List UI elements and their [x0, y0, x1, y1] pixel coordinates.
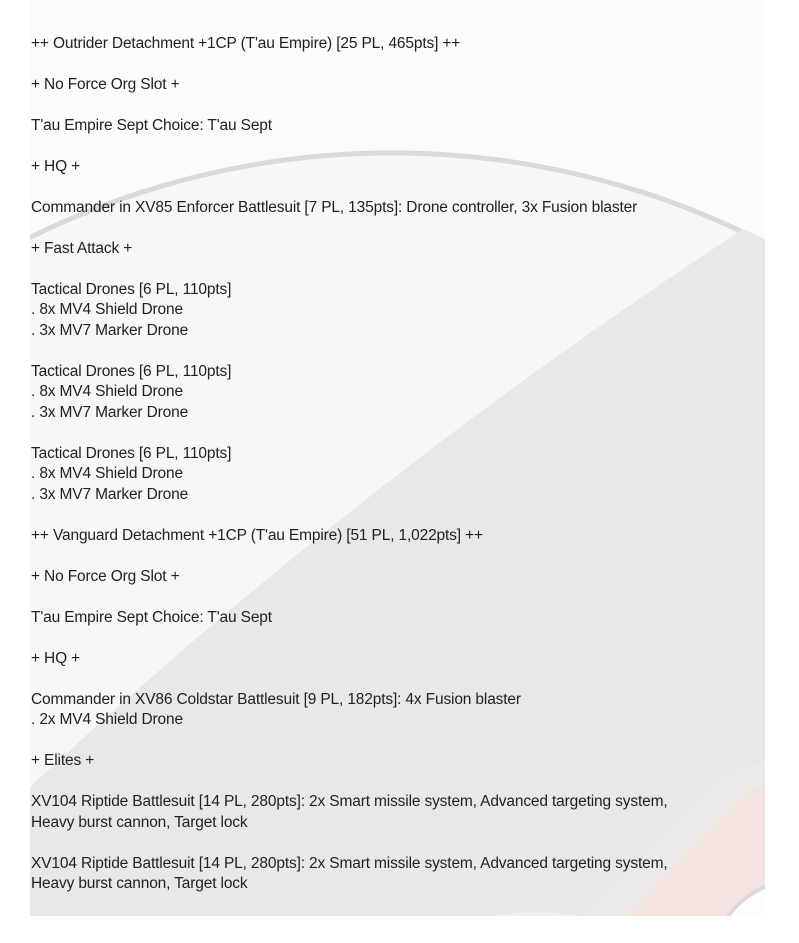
army-list-line: . 3x MV7 Marker Drone: [31, 485, 189, 503]
army-list-paragraph: [31, 362, 769, 424]
army-list-paragraph: [31, 690, 769, 731]
army-list-paragraph: [31, 75, 769, 96]
army-list-line: T'au Empire Sept Choice: T'au Sept: [31, 608, 272, 626]
army-list-line: + Elites +: [31, 752, 95, 769]
army-list-line: Heavy burst cannon, Target lock: [31, 813, 248, 831]
army-list-line: . 8x MV4 Shield Drone: [31, 301, 183, 318]
army-list-line: + HQ +: [31, 157, 81, 175]
army-list-line: XV104 Riptide Battlesuit [14 PL, 280pts]: 2x Smart missile system, Advanced targeting system,: [31, 793, 668, 810]
army-list-paragraph: [31, 198, 769, 219]
army-list-line: . 8x MV4 Shield Drone: [31, 465, 183, 482]
army-list-paragraph: [31, 751, 769, 772]
army-list-paragraph: [31, 280, 769, 342]
army-list-paragraph: [31, 157, 769, 178]
army-list-line: XV104 Riptide Battlesuit [14 PL, 280pts]: 2x Smart missile system, Advanced targeting system,: [31, 854, 668, 872]
army-list-line: + HQ +: [31, 649, 81, 667]
army-list-paragraph: [31, 34, 769, 55]
army-list-line: Tactical Drones [6 PL, 110pts]: [31, 280, 232, 298]
army-list-paragraph: [31, 567, 769, 588]
army-list-line: Commander in XV86 Coldstar Battlesuit [9 PL, 182pts]: 4x Fusion blaster: [31, 690, 521, 708]
army-list-line: T'au Empire Sept Choice: T'au Sept: [31, 116, 272, 134]
army-list-paragraph: [31, 608, 769, 629]
army-list-paragraph: [31, 116, 769, 137]
army-list-paragraph: [31, 526, 769, 547]
army-list-line: ++ Vanguard Detachment +1CP (T'au Empire) [51 PL, 1,022pts] ++: [31, 526, 483, 544]
army-list-line: . 3x MV7 Marker Drone: [31, 321, 189, 339]
army-list-line: Tactical Drones [6 PL, 110pts]: [31, 362, 232, 380]
army-list-paragraph: [31, 792, 769, 833]
army-list-line: Tactical Drones [6 PL, 110pts]: [31, 444, 232, 462]
army-list-line: ++ Outrider Detachment +1CP (T'au Empire) [25 PL, 465pts] ++: [31, 34, 461, 52]
army-list-line: Heavy burst cannon, Target lock: [31, 875, 248, 892]
army-list-line: . 3x MV7 Marker Drone: [31, 403, 189, 421]
army-list-line: + Fast Attack +: [31, 239, 133, 257]
army-list-line: + No Force Org Slot +: [31, 75, 180, 93]
army-list-line: Commander in XV85 Enforcer Battlesuit [7 PL, 135pts]: Drone controller, 3x Fusion blaster: [31, 198, 638, 216]
army-list-paragraph: [31, 854, 769, 895]
army-list-paragraph: [31, 239, 769, 260]
army-list-line: . 2x MV4 Shield Drone: [31, 711, 183, 728]
army-list-line: + No Force Org Slot +: [31, 567, 180, 585]
army-list-paragraph: [31, 649, 769, 670]
army-list-line: . 8x MV4 Shield Drone: [31, 383, 183, 400]
army-list-paragraph: [31, 444, 769, 506]
